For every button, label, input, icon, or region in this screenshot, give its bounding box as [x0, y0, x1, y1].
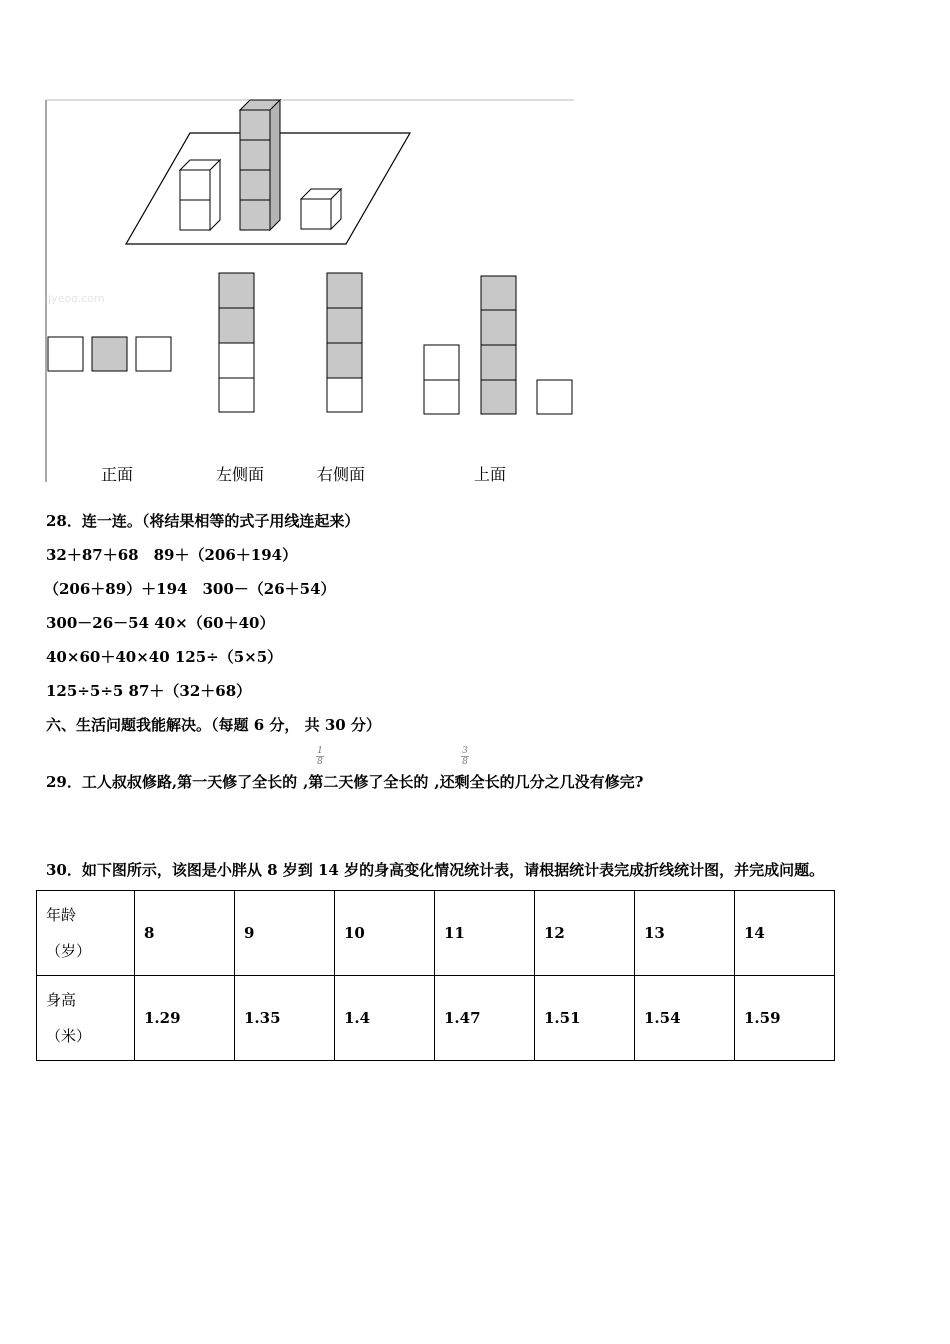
q28-title: 28．连一连。（将结果相等的式子用线连起来） [46, 512, 360, 530]
age-header-cell [37, 891, 135, 976]
top-view [424, 276, 572, 414]
height-cell: 1.29 [135, 976, 235, 1061]
q29-part2: ,第二天修了全长的 [303, 773, 429, 791]
q29-fraction-1 [316, 746, 324, 767]
age-cell: 14 [735, 891, 835, 976]
age-cell: 11 [435, 891, 535, 976]
gray-stack-tall [240, 100, 280, 230]
height-unit: （米） [46, 1027, 92, 1045]
q29-fraction-2 [461, 746, 469, 767]
front-view [48, 337, 171, 371]
q28-row-3: 300－26－54 40×（60＋40） [46, 614, 275, 632]
fraction-2-denominator: 8 [462, 757, 468, 767]
q29-text [46, 771, 643, 792]
caption-right-side: 右侧面 [317, 465, 366, 484]
age-cell: 12 [535, 891, 635, 976]
height-cell: 1.47 [435, 976, 535, 1061]
left-side-view [219, 273, 254, 412]
fraction-2-numerator: 3 [462, 746, 468, 756]
height-cell: 1.54 [635, 976, 735, 1061]
height-label: 身高 [46, 991, 77, 1009]
white-stack-left [180, 160, 220, 230]
caption-left-side: 左侧面 [216, 465, 265, 484]
age-cell: 9 [235, 891, 335, 976]
right-side-view [327, 273, 362, 412]
age-cell: 10 [335, 891, 435, 976]
height-header-cell [37, 976, 135, 1061]
height-cell: 1.51 [535, 976, 635, 1061]
height-cell: 1.59 [735, 976, 835, 1061]
q30-text: 30．如下图所示，该图是小胖从 8 岁到 14 岁的身高变化情况统计表，请根据统计表完成折线统计图，并完成问题。 [46, 861, 825, 879]
white-cube-right [301, 189, 341, 229]
age-unit: （岁） [46, 942, 92, 960]
height-stats-table [36, 890, 835, 1061]
section6-title: 六、生活问题我能解决。（每题 6 分， 共 30 分） [46, 716, 381, 734]
q28-row-2: （206＋89）＋194 300－（26＋54） [44, 580, 336, 598]
caption-top: 上面 [474, 465, 507, 484]
fraction-1-numerator: 1 [317, 746, 323, 756]
age-cell: 13 [635, 891, 735, 976]
caption-front: 正面 [101, 465, 134, 484]
q28-row-4: 40×60＋40×40 125÷（5×5） [46, 648, 283, 666]
q29-part1: 29．工人叔叔修路,第一天修了全长的 [46, 773, 298, 791]
watermark-text: jyeoo.com [48, 292, 105, 305]
q28-row-5: 125÷5÷5 87＋（32＋68） [46, 682, 252, 700]
block-views-figure [0, 0, 600, 500]
q28-row-1: 32＋87＋68 89＋（206＋194） [46, 546, 298, 564]
q29-part3: ,还剩全长的几分之几没有修完? [434, 773, 644, 791]
age-cell: 8 [135, 891, 235, 976]
table-row-age [37, 891, 835, 976]
height-cell: 1.4 [335, 976, 435, 1061]
table-row-height [37, 976, 835, 1061]
height-cell: 1.35 [235, 976, 335, 1061]
age-label: 年龄 [46, 906, 77, 924]
fraction-1-denominator: 8 [317, 757, 323, 767]
